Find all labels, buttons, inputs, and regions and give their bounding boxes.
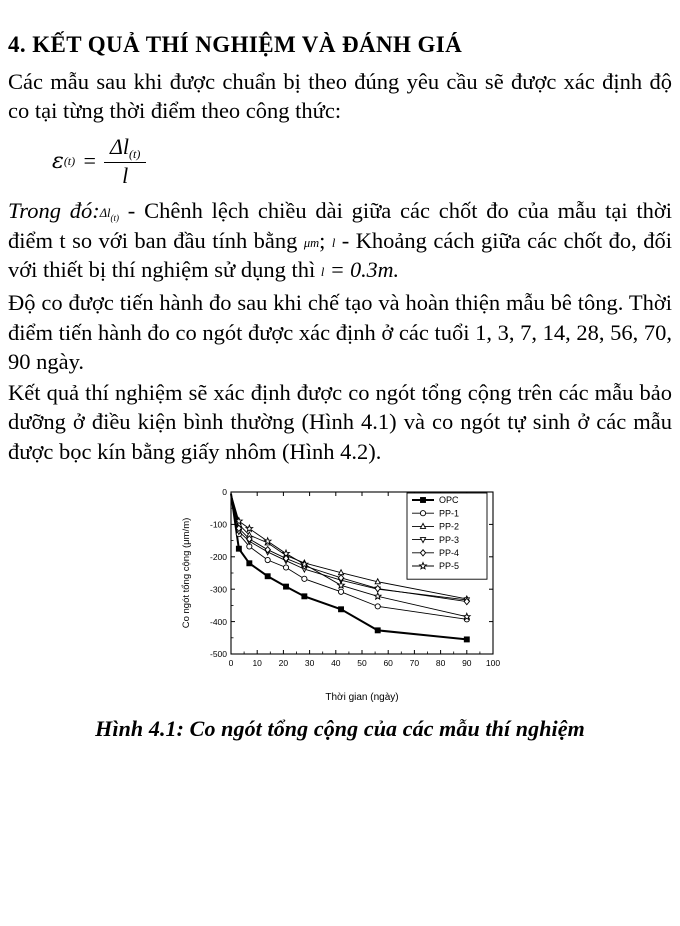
marker-square — [265, 574, 270, 579]
where-term1-subscript: (t) — [110, 213, 120, 224]
shrinkage-formula — [52, 132, 672, 190]
y-axis-title: Co ngót tổng cộng (μm/m) — [181, 517, 192, 629]
where-label: Trong đó: — [8, 198, 100, 224]
marker-circle — [302, 576, 307, 581]
formula-delta-l: Δl — [110, 134, 130, 160]
paragraph-measurement: Độ co được tiến hành đo sau khi chế tạo và hoàn thiện mẫu bê tông. Thời điểm tiến hành đo co ngót được xác định ở các tuổi 1, 3, 7, 14, 28, 56, 70, 90 ngày. — [8, 290, 672, 374]
marker-square — [375, 628, 380, 633]
marker-circle — [283, 565, 288, 570]
marker-square — [421, 498, 426, 503]
x-tick-label: 0 — [228, 657, 234, 668]
y-tick-label: 0 — [222, 487, 227, 498]
legend-label: PP-1 — [439, 508, 460, 519]
y-tick-label: -200 — [209, 551, 227, 562]
figure-4-1 — [8, 478, 672, 706]
x-tick-label: 20 — [278, 657, 289, 668]
x-tick-label: 60 — [383, 657, 393, 668]
marker-circle — [265, 557, 270, 562]
where-term2-symbol-2: l — [320, 264, 325, 279]
marker-circle — [375, 604, 380, 609]
formula-numerator-subscript: (t) — [129, 147, 141, 162]
formula-epsilon: ε — [52, 148, 64, 174]
marker-square — [284, 584, 289, 589]
marker-star — [338, 582, 345, 588]
x-tick-label: 30 — [304, 657, 315, 668]
formula-denominator: l — [122, 163, 129, 188]
shrinkage-chart — [175, 478, 505, 706]
marker-circle — [338, 589, 343, 594]
marker-circle — [420, 510, 425, 515]
x-tick-label: 40 — [331, 657, 341, 668]
legend-label: PP-3 — [439, 534, 460, 545]
y-tick-label: -400 — [209, 616, 227, 627]
marker-star — [374, 593, 381, 599]
paragraph-results: Kết quả thí nghiệm sẽ xác định được co ngót tổng cộng trên các mẫu bảo dưỡng ở điều kiện bình thường (Hình 4.1) và co ngót tự sinh ở các mẫu được bọc kín bằng giấy nhôm (Hình 4.2). — [8, 380, 672, 464]
paragraph-intro: Các mẫu sau khi được chuẩn bị theo đúng yêu cầu sẽ được xác định độ co tại từng thời điểm theo công thức: — [8, 68, 672, 123]
where-term1-text: - Chênh lệch chiều dài giữa các chốt đo của mẫu tại thời điểm t so với ban đầu tính bằng — [8, 198, 673, 253]
where-term1-unit: μm — [303, 235, 320, 250]
marker-square — [302, 594, 307, 599]
marker-square — [237, 546, 242, 551]
where-term2-text: - Khoảng cách giữa các chốt đo, đối với thiết bị thí nghiệm sử dụng thì — [8, 227, 672, 282]
x-axis-title: Thời gian (ngày) — [325, 691, 399, 703]
where-term2-value: = 0.3m. — [324, 256, 400, 282]
marker-square — [247, 561, 252, 566]
formula-fraction — [104, 135, 146, 187]
chart-canvas — [175, 478, 505, 706]
formula-numerator — [104, 135, 146, 162]
x-tick-label: 80 — [435, 657, 446, 668]
x-tick-label: 70 — [409, 657, 420, 668]
legend-label: PP-2 — [439, 521, 460, 532]
marker-square — [339, 607, 344, 612]
page-title: 4. KẾT QUẢ THÍ NGHIỆM VÀ ĐÁNH GIÁ — [8, 32, 463, 57]
legend-label: PP-4 — [439, 547, 460, 558]
y-tick-label: -100 — [209, 519, 227, 530]
marker-star — [283, 550, 290, 556]
marker-diamond — [375, 585, 380, 591]
marker-square — [465, 637, 470, 642]
figure-caption: Hình 4.1: Co ngót tổng cộng của các mẫu thí nghiệm — [95, 715, 585, 741]
formula-equals: = — [82, 148, 97, 174]
legend-label: PP-5 — [439, 561, 460, 572]
y-tick-label: -500 — [209, 649, 227, 660]
where-clause — [8, 196, 672, 284]
y-tick-label: -300 — [209, 584, 227, 595]
where-separator: ; — [319, 227, 332, 253]
x-tick-label: 10 — [252, 657, 262, 668]
page-content — [8, 32, 672, 742]
formula-epsilon-subscript: (t) — [63, 153, 76, 168]
x-tick-label: 100 — [485, 657, 501, 668]
where-term2-symbol: l — [331, 235, 336, 250]
legend-label: OPC — [439, 495, 459, 506]
x-tick-label: 50 — [357, 657, 367, 668]
where-term1-symbol: Δl — [99, 206, 111, 221]
x-tick-label: 90 — [462, 657, 472, 668]
